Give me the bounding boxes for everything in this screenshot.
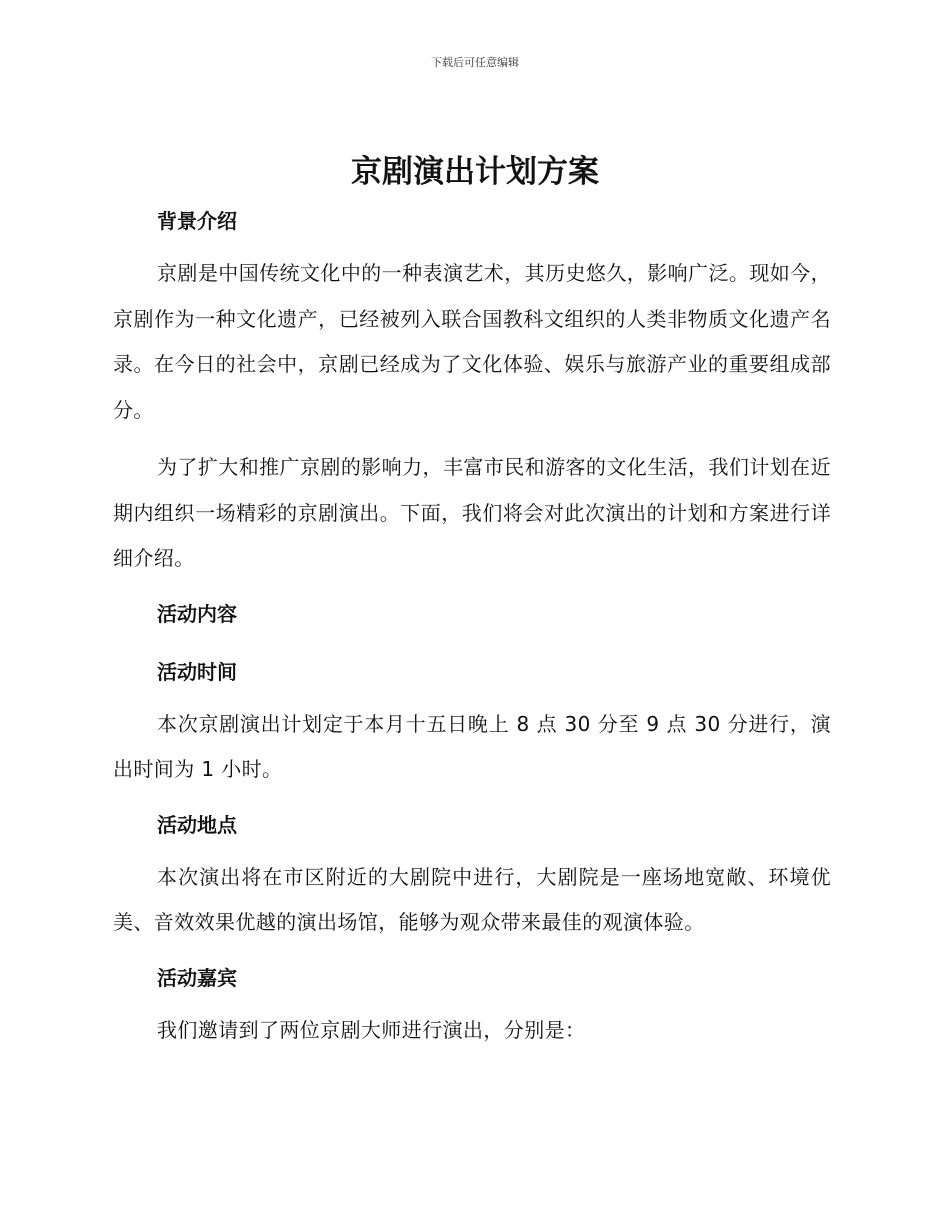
background-heading: 背景介绍: [157, 209, 237, 233]
background-paragraph-1: 京剧是中国传统文化中的一种表演艺术，其历史悠久，影响广泛。现如今，京剧作为一种文化遗产，已经被列入联合国教科文组织的人类非物质文化遗产名录。在今日的社会中，京剧已经成为了文化体验、娱乐与旅游产业的重要组成部分。: [113, 261, 831, 422]
activity-location-paragraph: 本次演出将在市区附近的大剧院中进行，大剧院是一座场地宽敞、环境优美、音效效果优越的演出场馆，能够为观众带来最佳的观演体验。: [113, 864, 831, 934]
activity-location-heading: 活动地点: [157, 812, 237, 837]
document-body: [113, 203, 831, 1053]
activity-guests-paragraph: 我们邀请到了两位京剧大师进行演出，分别是：: [157, 1017, 586, 1042]
activity-time-heading: 活动时间: [157, 659, 237, 684]
activity-time-paragraph: 本次京剧演出计划定于本月十五日晚上 8 点 30 分至 9 点 30 分进行，演出时间为 1 小时。: [113, 711, 831, 781]
document-title: 京剧演出计划方案: [351, 154, 599, 190]
activity-guests-heading: 活动嘉宾: [157, 965, 237, 990]
background-paragraph-2: 为了扩大和推广京剧的影响力，丰富市民和游客的文化生活，我们计划在近期内组织一场精彩的京剧演出。下面，我们将会对此次演出的计划和方案进行详细介绍。: [113, 455, 831, 570]
header-note: 下载后可任意编辑: [431, 56, 519, 69]
activity-content-heading: 活动内容: [157, 601, 237, 626]
